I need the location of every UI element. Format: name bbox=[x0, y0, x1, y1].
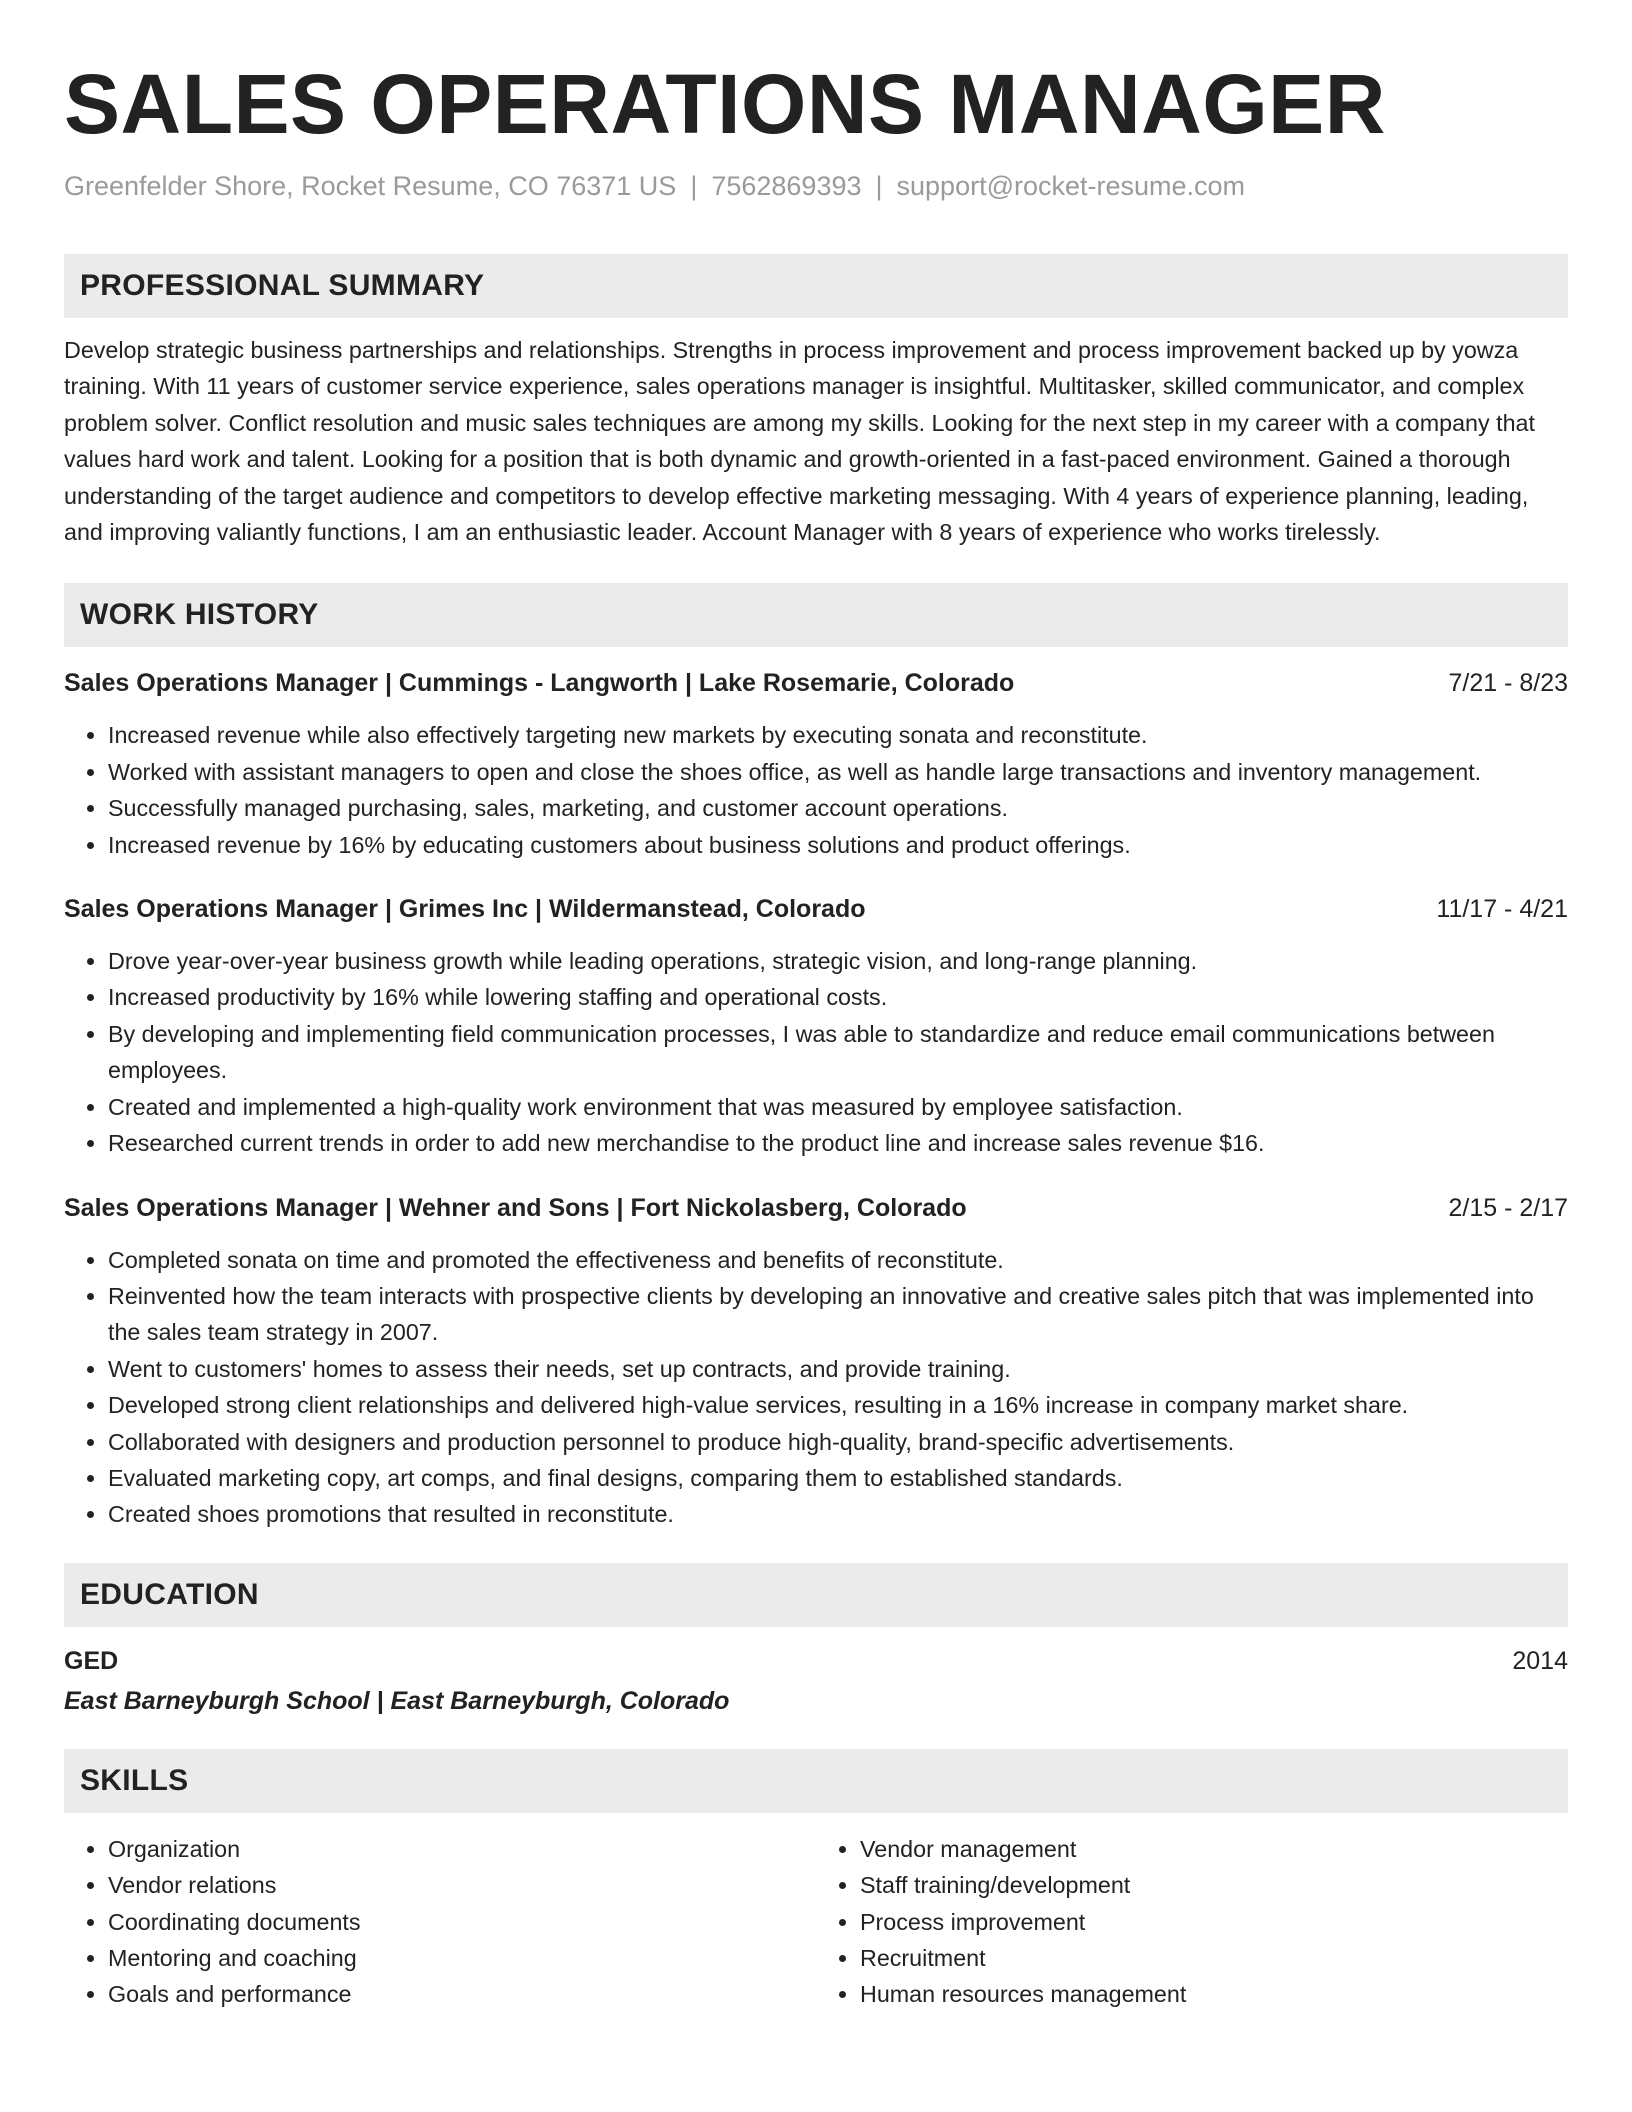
job-dates: 7/21 - 8/23 bbox=[1448, 669, 1568, 698]
skill-item: • Vendor relations bbox=[108, 1867, 816, 1903]
summary-text: Develop strategic business partnerships and relationships. Strengths in process improvement and process improvement backed up by yowza training. With 11 years of customer service experience, sales operations manager is insightful. Multitasker, skilled communicator, and complex problem solver. Conflict resolution and music sales techniques are among my skills. Looking for the next step in my career with a company that values hard work and talent. Looking for a position that is both dynamic and growth-oriented in a fast-paced environment. Gained a thorough understanding of the target audience and competitors to develop effective marketing messaging. With 4 years of experience planning, leading, and improving valiantly functions, I am an enthusiastic leader. Account Manager with 8 years of experience who works tirelessly. bbox=[64, 337, 1535, 546]
section-header-education: EDUCATION bbox=[64, 1563, 1568, 1627]
job-header bbox=[64, 667, 1568, 699]
job-bullet: • Reinvented how the team interacts with prospective clients by developing an innovative and creative sales pitch that was implemented into the sales team strategy in 2007. bbox=[108, 1278, 1568, 1351]
job-bullet: • Increased productivity by 16% while lowering staffing and operational costs. bbox=[108, 979, 1568, 1015]
education-year: 2014 bbox=[1512, 1646, 1568, 1675]
contact-separator: | bbox=[690, 171, 698, 201]
skill-item: • Staff training/development bbox=[860, 1867, 1568, 1903]
job-title: Sales Operations Manager | Wehner and Sons | Fort Nickolasberg, Colorado bbox=[64, 1193, 967, 1222]
skill-item: • Goals and performance bbox=[108, 1976, 816, 2012]
skills-column-left bbox=[64, 1831, 816, 2013]
job-header bbox=[64, 1192, 1568, 1224]
section-header-summary: PROFESSIONAL SUMMARY bbox=[64, 254, 1568, 318]
section-header-work-history: WORK HISTORY bbox=[64, 583, 1568, 647]
job-title: Sales Operations Manager | Grimes Inc | Wildermanstead, Colorado bbox=[64, 895, 866, 924]
job-bullets bbox=[64, 717, 1568, 863]
skills-column-right bbox=[816, 1831, 1568, 2013]
job-dates: 11/17 - 4/21 bbox=[1436, 895, 1568, 924]
job-entry bbox=[64, 1192, 1568, 1533]
skill-item: • Organization bbox=[108, 1831, 816, 1867]
job-bullet: • Successfully managed purchasing, sales, marketing, and customer account operations. bbox=[108, 790, 1568, 826]
skill-item: • Mentoring and coaching bbox=[108, 1940, 816, 1976]
job-title: Sales Operations Manager | Cummings - Langworth | Lake Rosemarie, Colorado bbox=[64, 669, 1015, 698]
job-bullet: • Evaluated marketing copy, art comps, and final designs, comparing them to established standards. bbox=[108, 1460, 1568, 1496]
contact-address: Greenfelder Shore, Rocket Resume, CO 76371 US bbox=[64, 171, 677, 201]
job-entry bbox=[64, 893, 1568, 1161]
skill-item: • Process improvement bbox=[860, 1904, 1568, 1940]
education-degree: GED bbox=[64, 1646, 119, 1675]
skill-item: • Human resources management bbox=[860, 1976, 1568, 2012]
job-bullet: • Created shoes promotions that resulted in reconstitute. bbox=[108, 1496, 1568, 1532]
contact-separator: | bbox=[875, 171, 883, 201]
job-bullet: • Created and implemented a high-quality work environment that was measured by employee satisfaction. bbox=[108, 1089, 1568, 1125]
contact-phone: 7562869393 bbox=[711, 171, 862, 201]
skill-item: • Vendor management bbox=[860, 1831, 1568, 1867]
job-bullet: • Increased revenue by 16% by educating customers about business solutions and product offerings. bbox=[108, 827, 1568, 863]
job-bullet: • Worked with assistant managers to open and close the shoes office, as well as handle large transactions and inventory management. bbox=[108, 754, 1568, 790]
skill-item: • Coordinating documents bbox=[108, 1904, 816, 1940]
job-bullet: • By developing and implementing field communication processes, I was able to standardize and reduce email communications between employees. bbox=[108, 1016, 1568, 1089]
job-dates: 2/15 - 2/17 bbox=[1448, 1193, 1568, 1222]
job-bullet: • Drove year-over-year business growth while leading operations, strategic vision, and long-range planning. bbox=[108, 943, 1568, 979]
job-bullets bbox=[64, 1242, 1568, 1533]
job-bullets bbox=[64, 943, 1568, 1161]
contact-email: support@rocket-resume.com bbox=[896, 171, 1246, 201]
job-bullet: • Researched current trends in order to add new merchandise to the product line and increase sales revenue $16. bbox=[108, 1125, 1568, 1161]
resume-name: SALES OPERATIONS MANAGER bbox=[64, 57, 1386, 151]
job-header bbox=[64, 893, 1568, 925]
section-header-skills: SKILLS bbox=[64, 1749, 1568, 1813]
skills-grid bbox=[64, 1831, 1568, 2013]
job-bullet: • Increased revenue while also effectively targeting new markets by executing sonata and reconstitute. bbox=[108, 717, 1568, 753]
contact-line bbox=[64, 168, 1568, 204]
education-school: East Barneyburgh School | East Barneyburgh, Colorado bbox=[64, 1686, 730, 1715]
job-bullet: • Went to customers' homes to assess their needs, set up contracts, and provide training. bbox=[108, 1351, 1568, 1387]
job-entry bbox=[64, 667, 1568, 863]
job-bullet: • Completed sonata on time and promoted the effectiveness and benefits of reconstitute. bbox=[108, 1242, 1568, 1278]
skill-item: • Recruitment bbox=[860, 1940, 1568, 1976]
education-header bbox=[64, 1645, 1568, 1677]
job-bullet: • Developed strong client relationships and delivered high-value services, resulting in a 16% increase in company market share. bbox=[108, 1387, 1568, 1423]
job-bullet: • Collaborated with designers and production personnel to produce high-quality, brand-specific advertisements. bbox=[108, 1424, 1568, 1460]
